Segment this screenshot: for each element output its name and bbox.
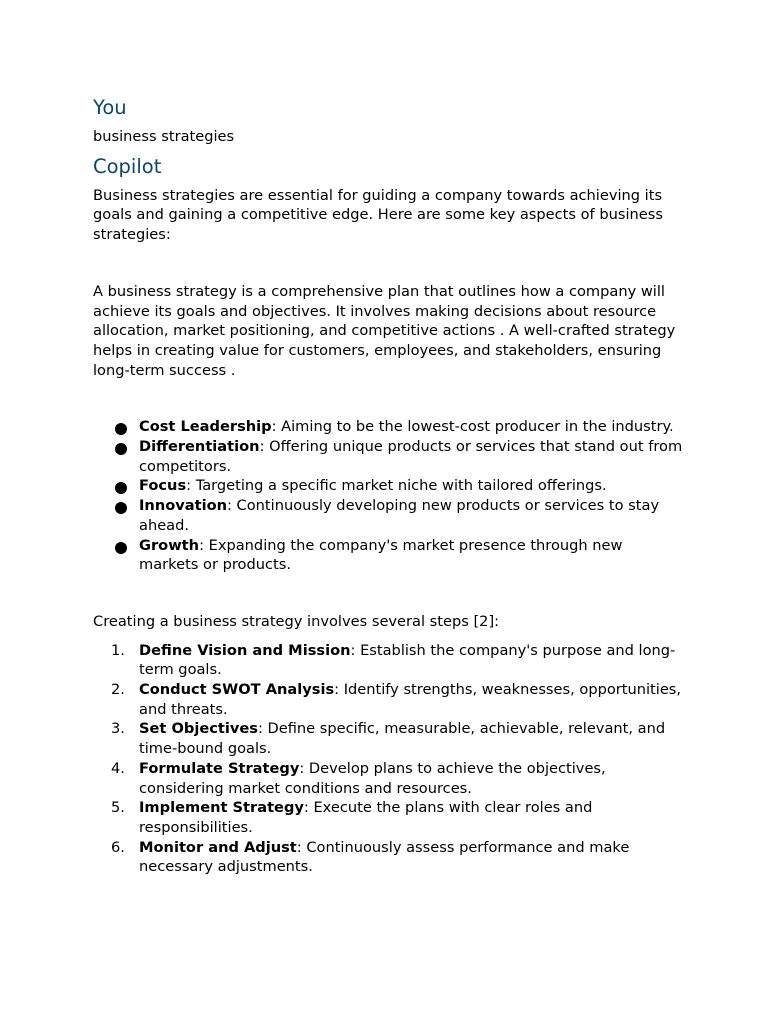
- item-term: Monitor and Adjust: [139, 838, 297, 856]
- item-term: Formulate Strategy: [139, 759, 300, 777]
- item-term: Define Vision and Mission: [139, 641, 351, 659]
- list-item: [93, 680, 683, 719]
- list-item: [93, 798, 683, 837]
- item-term: Growth: [139, 536, 200, 554]
- definition-paragraph: A business strategy is a comprehensive plan that outlines how a company will achieve its goals and objectives. It involves making decisions about resource allocation, market positioning, and competitive actions . A well-crafted strategy helps in creating value for customers, employees, and stakeholders, ensuring long-term success .: [93, 282, 676, 379]
- list-item: [93, 719, 683, 758]
- item-desc: : Establish the company's purpose and long-term goals.: [139, 641, 676, 679]
- bullet-icon: [115, 423, 127, 435]
- item-desc: : Define specific, measurable, achievable, relevant, and time-bound goals.: [139, 720, 666, 758]
- item-desc: : Identify strengths, weaknesses, opportunities, and threats.: [139, 681, 682, 718]
- list-item: [93, 838, 683, 877]
- item-number: 6.: [111, 838, 125, 856]
- item-number: 1.: [111, 641, 125, 659]
- bullet-icon: [115, 542, 127, 554]
- bullet-icon: [115, 482, 127, 494]
- steps-list: [93, 641, 683, 877]
- you-heading: You: [93, 96, 127, 119]
- item-term: Set Objectives: [139, 720, 258, 738]
- item-desc: : Execute the plans with clear roles and responsibilities.: [139, 799, 593, 836]
- item-number: 2.: [111, 681, 125, 699]
- intro-paragraph: Business strategies are essential for guiding a company towards achieving its goals and gaining a competitive edge. Here are some key aspects of business strategies:: [93, 186, 663, 244]
- item-term: Innovation: [139, 497, 227, 515]
- list-item: [93, 476, 683, 496]
- steps-intro-paragraph: Creating a business strategy involves several steps [2]:: [93, 612, 500, 630]
- bullet-icon: [115, 443, 127, 455]
- item-number: 3.: [111, 720, 125, 738]
- item-desc: : Continuously assess performance and make necessary adjustments.: [139, 838, 630, 876]
- bullet-icon: [115, 502, 127, 514]
- item-desc: : Offering unique products or services that stand out from competitors.: [139, 438, 683, 475]
- item-number: 5.: [111, 799, 125, 817]
- item-desc: : Aiming to be the lowest-cost producer in the industry.: [271, 418, 674, 436]
- item-term: Focus: [139, 477, 187, 495]
- item-term: Differentiation: [139, 438, 260, 456]
- copilot-heading: Copilot: [93, 154, 162, 178]
- list-item: [93, 496, 683, 535]
- item-desc: : Targeting a specific market niche with tailored offerings.: [186, 477, 607, 495]
- list-item: [93, 759, 683, 798]
- strategy-types-list: [93, 417, 683, 575]
- item-desc: : Expanding the company's market presence through new markets or products.: [139, 536, 623, 574]
- list-item: [93, 641, 683, 680]
- item-desc: : Develop plans to achieve the objectives, considering market conditions and resources.: [139, 759, 606, 797]
- item-number: 4.: [111, 759, 125, 777]
- user-message: business strategies: [93, 128, 235, 145]
- list-item: [93, 437, 683, 476]
- list-item: [93, 417, 683, 437]
- item-term: Cost Leadership: [139, 418, 272, 436]
- item-desc: : Continuously developing new products or services to stay ahead.: [139, 497, 660, 534]
- list-item: [93, 536, 683, 575]
- document-page: [93, 94, 683, 877]
- item-term: Conduct SWOT Analysis: [139, 681, 335, 699]
- item-term: Implement Strategy: [139, 799, 304, 817]
